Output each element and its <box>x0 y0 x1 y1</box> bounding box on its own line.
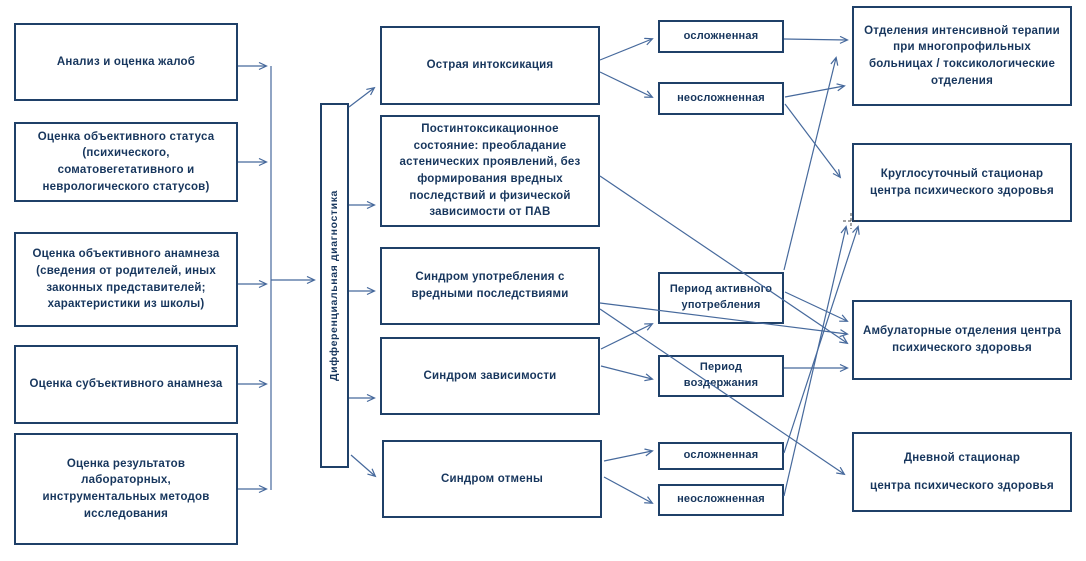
edge-acute-complicated <box>600 39 652 60</box>
node-title: Оценка объективного статуса <box>37 130 215 143</box>
edge-complicated-icu <box>784 39 847 40</box>
edge-complicatedbottom-inpatient <box>784 227 858 453</box>
node-harmful-use-syndrome <box>380 247 600 325</box>
node-abstinence-period <box>658 355 784 397</box>
node-outpatient-units <box>852 300 1072 380</box>
node-label: Синдром отмены <box>440 472 544 485</box>
node-24h-inpatient <box>852 143 1072 222</box>
node-label: Синдром употребления с вредными последствиями <box>411 271 569 300</box>
edge-withdrawal-uncomplicated <box>604 477 652 503</box>
node-label: Дифференциальная диагностика <box>327 190 340 381</box>
node-label: Острая интоксикация <box>426 59 554 72</box>
node-label: осложненная <box>683 29 759 42</box>
node-label: неосложненная <box>677 493 765 506</box>
node-objective-anamnesis <box>14 232 238 327</box>
node-detail: центра психического здоровья <box>870 479 1054 492</box>
node-withdrawal-syndrome <box>382 440 602 518</box>
edge-diff-acute <box>349 88 374 107</box>
node-complaints-analysis <box>14 23 238 101</box>
node-complicated-top <box>658 20 784 53</box>
node-uncomplicated-top <box>658 82 784 115</box>
edge-dependence-abstinence <box>601 366 652 379</box>
node-label: Оценка субъективного анамнеза <box>29 378 223 391</box>
edge-withdrawal-complicated <box>604 451 652 461</box>
node-label: осложненная <box>683 449 759 462</box>
node-intensive-care-units <box>852 6 1072 106</box>
node-label: Период воздержания <box>683 361 759 389</box>
node-subjective-anamnesis <box>14 345 238 424</box>
node-label: Круглосуточный стационар центра психического здоровья <box>870 167 1054 197</box>
node-objective-status <box>14 122 238 202</box>
edge-uncomplicatedbottom-inpatient <box>784 227 846 496</box>
node-postintoxication-state <box>380 115 600 227</box>
node-label: Отделения интенсивной терапии при многопрофильных больницах / токсикологические отделения <box>864 24 1060 87</box>
node-dependence-syndrome <box>380 337 600 415</box>
edge-uncomplicated-inpatient <box>785 104 840 177</box>
node-detail: лабораторных, инструментальных методов исследования <box>42 474 210 520</box>
node-detail: (психического, соматовегетативного и неврологического статусов) <box>42 147 210 193</box>
edge-uncomplicated-icu <box>785 86 844 97</box>
node-label: Синдром зависимости <box>423 369 557 382</box>
node-label: Период активного употребления <box>669 283 773 311</box>
node-label: Амбулаторные отделения центра психического здоровья <box>862 325 1062 354</box>
edge-diff-withdrawal <box>351 455 375 476</box>
node-label: Постинтоксикационное состояние: преобладание астенических проявлений, без формирования вредных последствий и физической зависимости от ПАВ <box>399 122 581 219</box>
edge-dependence-activeuse <box>601 324 652 349</box>
node-title: Оценка результатов <box>66 457 186 470</box>
node-uncomplicated-bottom <box>658 484 784 516</box>
node-differential-diagnosis <box>320 103 349 468</box>
node-detail: (сведения от родителей, иных законных представителей; характеристики из школы) <box>36 264 216 311</box>
node-day-hospital <box>852 432 1072 512</box>
node-acute-intoxication <box>380 26 600 105</box>
node-label: Анализ и оценка жалоб <box>56 55 196 68</box>
edge-acute-uncomplicated <box>600 72 652 97</box>
node-lab-results <box>14 433 238 545</box>
node-label: неосложненная <box>677 91 765 104</box>
node-active-use-period <box>658 272 784 324</box>
node-title: Дневной стационар <box>903 451 1021 464</box>
edge-activeuse-outpatient <box>785 292 847 321</box>
node-title: Оценка объективного анамнеза <box>32 248 220 261</box>
edge-activeuse-icu <box>784 58 836 270</box>
node-complicated-bottom <box>658 442 784 470</box>
